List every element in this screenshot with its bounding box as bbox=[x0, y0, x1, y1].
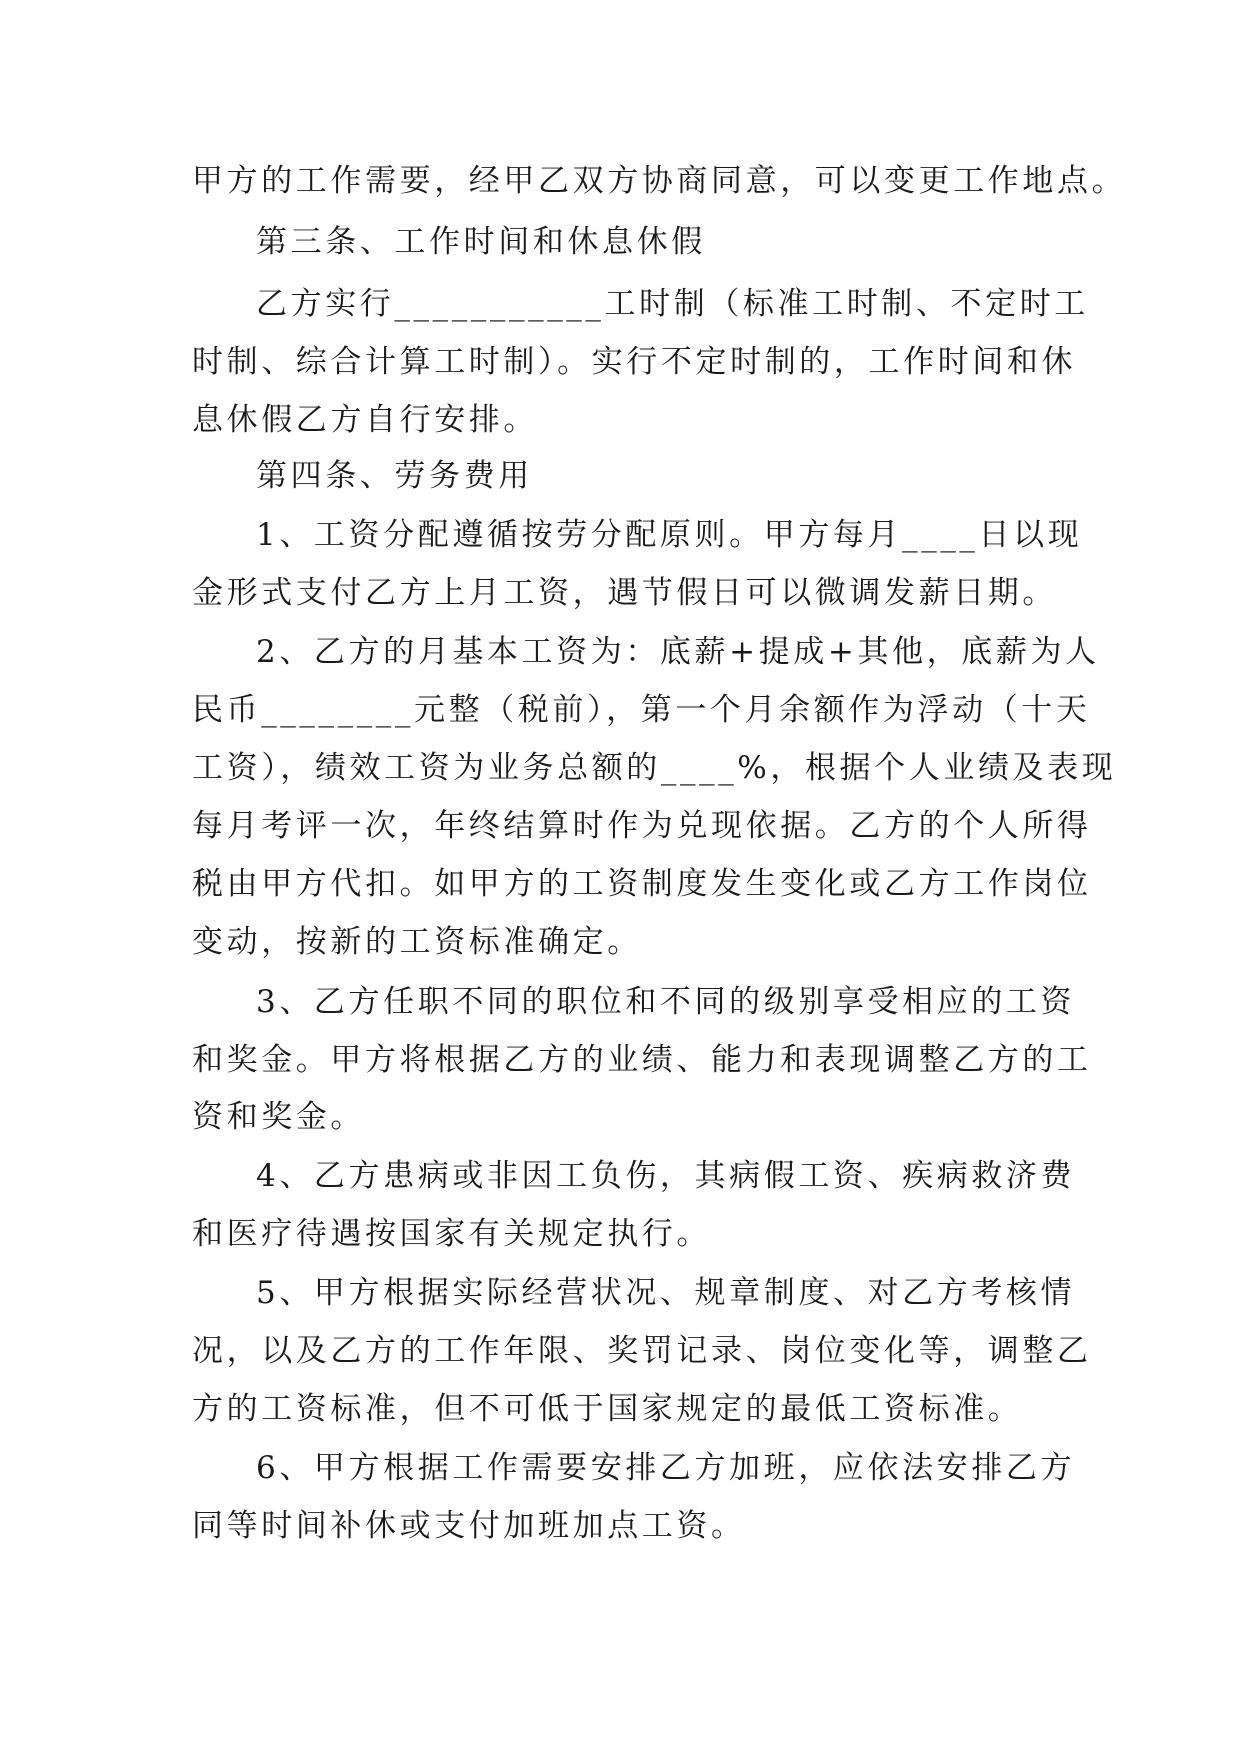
section-heading-article-4: 第四条、劳务费用 bbox=[256, 458, 533, 494]
body-text-line: 3、乙方任职不同的职位和不同的级别享受相应的工资 bbox=[256, 984, 1076, 1020]
body-text-line: 方的工资标准，但不可低于国家规定的最低工资标准。 bbox=[192, 1391, 1023, 1427]
body-text-line: 税由甲方代扣。如甲方的工资制度发生变化或乙方工作岗位 bbox=[192, 866, 1092, 902]
body-text-line: 甲方的工作需要，经甲乙双方协商同意，可以变更工作地点。 bbox=[192, 163, 1127, 199]
body-text-line: 资和奖金。 bbox=[192, 1099, 365, 1135]
body-text-line: 4、乙方患病或非因工负伤，其病假工资、疾病救济费 bbox=[256, 1158, 1076, 1194]
body-text-line: 工资），绩效工资为业务总额的____%，根据个人业绩及表现 bbox=[192, 750, 1117, 786]
body-text-line: 金形式支付乙方上月工资，遇节假日可以微调发薪日期。 bbox=[192, 575, 1057, 611]
body-text-line: 和奖金。甲方将根据乙方的业绩、能力和表现调整乙方的工 bbox=[192, 1042, 1092, 1078]
body-text-line: 5、甲方根据实际经营状况、规章制度、对乙方考核情 bbox=[256, 1275, 1076, 1311]
body-text-line: 和医疗待遇按国家有关规定执行。 bbox=[192, 1216, 711, 1252]
body-text-line: 民币________元整（税前），第一个月余额作为浮动（十天 bbox=[192, 692, 1091, 728]
body-text-line: 同等时间补休或支付加班加点工资。 bbox=[192, 1508, 746, 1544]
body-text-line: 时制、综合计算工时制）。实行不定时制的，工作时间和休 bbox=[192, 344, 1077, 380]
body-text-line: 2、乙方的月基本工资为：底薪+提成+其他，底薪为人 bbox=[256, 634, 1100, 670]
body-text-line: 变动，按新的工资标准确定。 bbox=[192, 924, 642, 960]
body-text-line: 息休假乙方自行安排。 bbox=[192, 402, 538, 438]
section-heading-article-3: 第三条、工作时间和休息休假 bbox=[256, 224, 706, 260]
body-text-line: 每月考评一次，年终结算时作为兑现依据。乙方的个人所得 bbox=[192, 808, 1092, 844]
body-text-line: 况，以及乙方的工作年限、奖罚记录、岗位变化等，调整乙 bbox=[192, 1333, 1092, 1369]
body-text-line: 6、甲方根据工作需要安排乙方加班，应依法安排乙方 bbox=[256, 1450, 1076, 1486]
body-text-line: 乙方实行___________工时制（标准工时制、不定时工 bbox=[256, 286, 1089, 322]
body-text-line: 1、工资分配遵循按劳分配原则。甲方每月____日以现 bbox=[256, 517, 1083, 553]
